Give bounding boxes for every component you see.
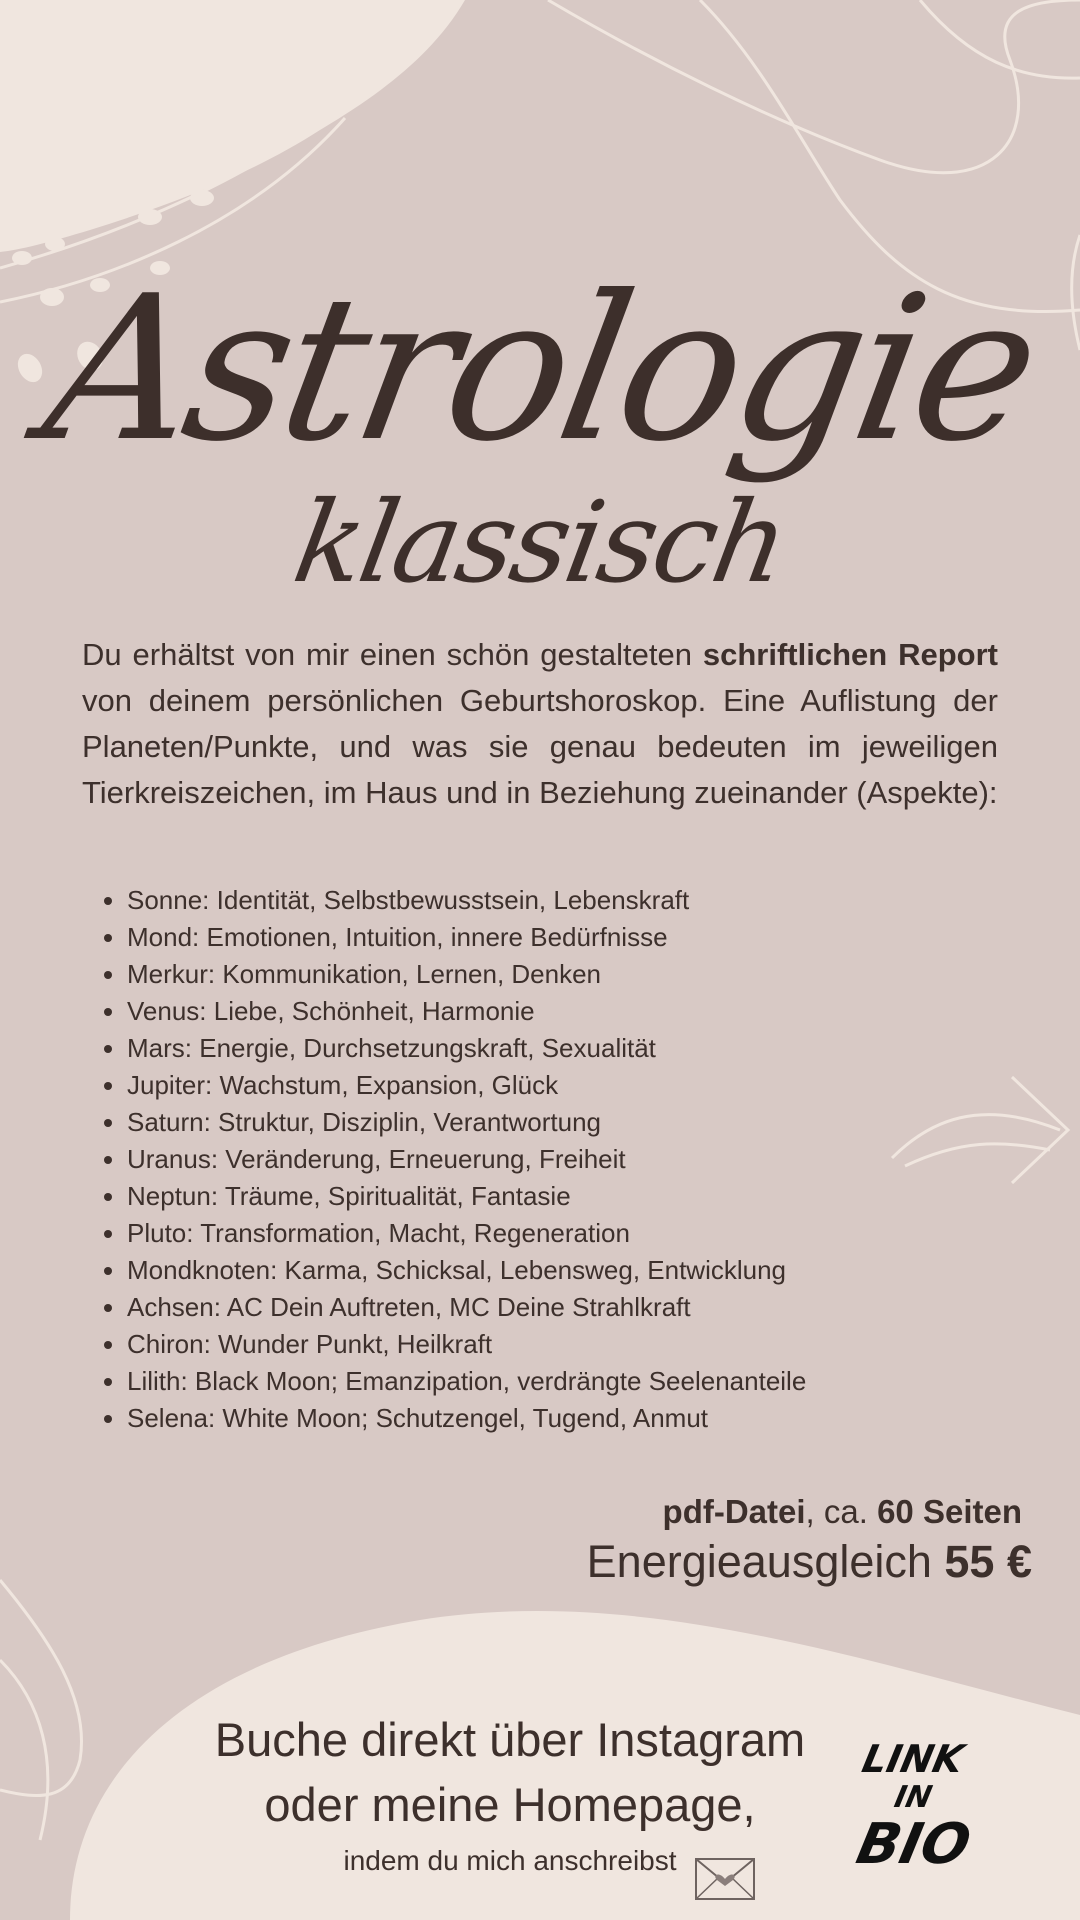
list-item: • Uranus: Veränderung, Erneuerung, Freiheit xyxy=(127,1141,1027,1178)
list-item: • Jupiter: Wachstum, Expansion, Glück xyxy=(127,1067,1027,1104)
list-item: • Achsen: AC Dein Auftreten, MC Deine Strahlkraft xyxy=(127,1289,1027,1326)
list-item: • Saturn: Struktur, Disziplin, Verantwortung xyxy=(127,1104,1027,1141)
cta-line-2: oder meine Homepage, xyxy=(264,1778,756,1831)
list-item: • Venus: Liebe, Schönheit, Harmonie xyxy=(127,993,1027,1030)
list-item: • Chiron: Wunder Punkt, Heilkraft xyxy=(127,1326,1027,1363)
list-item: • Sonne: Identität, Selbstbewusstsein, Lebenskraft xyxy=(127,882,1027,919)
page-subtitle: klassisch xyxy=(285,478,795,608)
link-in-bio-badge: LINK IN BIO xyxy=(851,1737,977,1877)
format-info: pdf-Datei, ca. 60 Seiten xyxy=(662,1493,1022,1530)
envelope-heart-icon xyxy=(694,1853,756,1903)
list-item: • Mond: Emotionen, Intuition, innere Bedürfnisse xyxy=(127,919,1027,956)
cta-line-3: indem du mich anschreibst xyxy=(343,1845,677,1876)
list-item: • Mars: Energie, Durchsetzungskraft, Sexualität xyxy=(127,1030,1027,1067)
list-item: • Pluto: Transformation, Macht, Regeneration xyxy=(127,1215,1027,1252)
list-item: • Lilith: Black Moon; Emanzipation, verdrängte Seelenanteile xyxy=(127,1363,1027,1400)
list-item: • Mondknoten: Karma, Schicksal, Lebensweg, Entwicklung xyxy=(127,1252,1027,1289)
list-item: • Selena: White Moon; Schutzengel, Tugend, Anmut xyxy=(127,1400,1027,1437)
page-title: Astrologie xyxy=(30,253,1050,486)
list-item: • Neptun: Träume, Spiritualität, Fantasie xyxy=(127,1178,1027,1215)
intro-text: Du erhältst von mir einen schön gestalteten schriftlichen Report von deinem persönlichen Geburtshoroskop. Eine Auflistung der Planeten/Punkte, und was sie genau bedeuten im jeweiligen Tierkreiszeichen, im Haus und in Beziehung zueinander (Aspekte): xyxy=(82,637,998,810)
planet-list xyxy=(82,882,1027,1437)
price-line: Energieausgleich 55 € xyxy=(586,1536,1032,1587)
list-item: • Merkur: Kommunikation, Lernen, Denken xyxy=(127,956,1027,993)
cta-line-1: Buche direkt über Instagram xyxy=(214,1713,806,1766)
